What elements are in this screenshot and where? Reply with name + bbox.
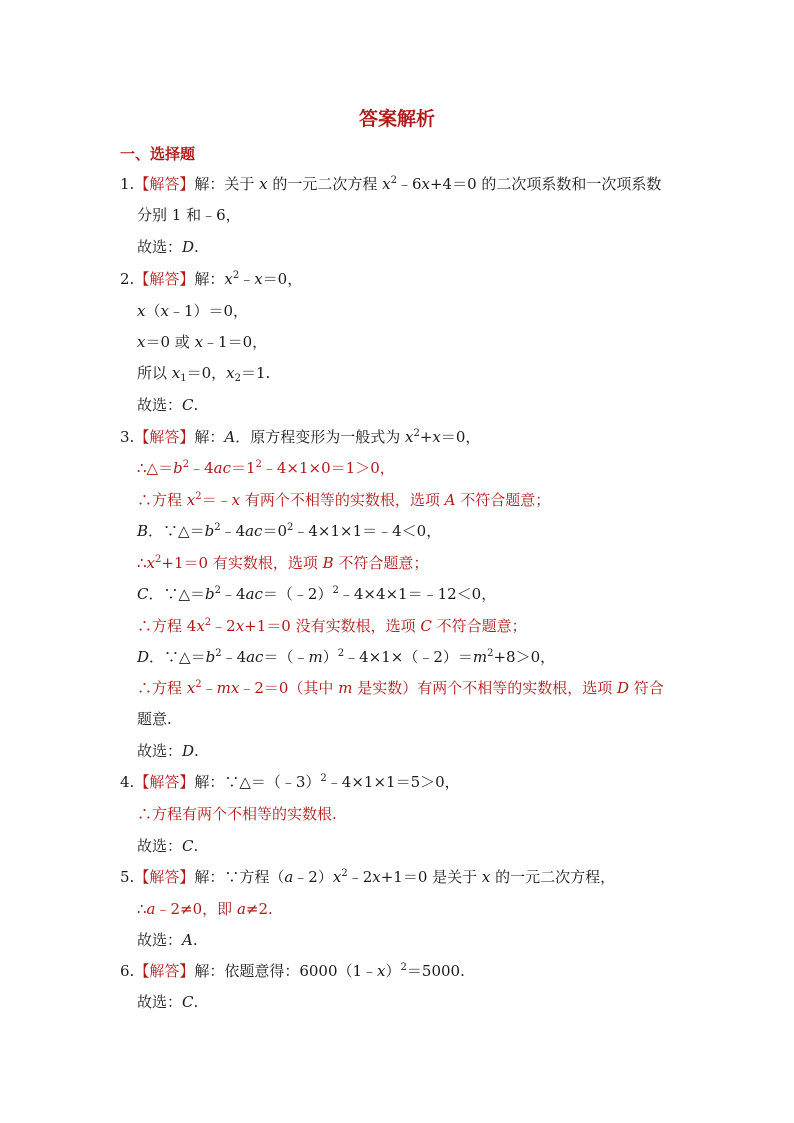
answer-line: $\therefore x^2+1=0$ 有实数根，选项 B 不符合题意； [137, 554, 429, 572]
page-title: 答案解析 [358, 108, 435, 130]
answer-line: D．$\because\triangle=b^2﹣4ac=(﹣m)^2﹣4\times 1\times(﹣2)=m^2+8>0$， [137, 648, 556, 666]
answer-line: 所以 $x_1=0$，$x_2=1$. [137, 364, 271, 384]
answer-line: 故选：C. [137, 837, 199, 855]
answer-line: ∴方程 $x^2﹣mx﹣2=0$（其中 m 是实数）有两个不相等的实数根，选项 D 符合 [137, 679, 664, 697]
answer-line: ∴a﹣2≠0，即 a≠2. [137, 900, 273, 918]
answer-line: ∴方程有两个不相等的实数根. [137, 805, 337, 823]
answer-line: 2.【解答】解：$x^2﹣x=0$， [120, 270, 303, 288]
answer-line: 6.【解答】解：依题意得：6000（1﹣x）$^2$＝5000. [120, 962, 465, 980]
answer-line: 题意. [137, 710, 172, 728]
answer-line: x（x﹣1）＝0， [137, 302, 249, 320]
answer-line: 故选：C. [137, 993, 199, 1011]
answer-line: 分别 1 和﹣6， [137, 206, 241, 224]
answer-line: 故选：C. [137, 396, 199, 414]
section-heading: 一、选择题 [120, 145, 196, 163]
answer-line: 故选：D. [137, 238, 199, 256]
answer-line: 1.【解答】解：关于 x 的一元二次方程 $x^2﹣6x+4=0$ 的二次项系数和一次项系数 [120, 175, 662, 193]
answer-line: $\therefore\triangle=b^2﹣4ac=1^2﹣4\times 1\times 0=1>0$， [137, 459, 395, 477]
answer-line: ∴方程 $4x^2﹣2x+1=0$ 没有实数根，选项 C 不符合题意； [137, 617, 527, 635]
answer-line: 3.【解答】解：A．原方程变形为一般式为 $x^2+x=0$， [120, 428, 481, 446]
answer-line: 5.【解答】解：∵方程$(a﹣2)x^2﹣2x+1=0$ 是关于 x 的一元二次方程， [120, 868, 616, 886]
answer-line: C．$\because\triangle=b^2﹣4ac=(﹣2)^2﹣4\times 4\times 1=﹣12<0$， [137, 585, 497, 603]
answer-line: B．$\because\triangle=b^2﹣4ac=0^2﹣4\times 1\times 1=﹣4<0$， [137, 522, 442, 540]
answer-line: x＝0 或 x﹣1＝0， [137, 333, 268, 351]
answer-line: 故选：D. [137, 742, 199, 760]
answer-line: 4.【解答】解：∵△＝（﹣3）$^2$﹣4×1×1＝5＞0， [120, 773, 460, 791]
answer-line: ∴方程 $x^2=﹣x$ 有两个不相等的实数根，选项 A 不符合题意； [137, 491, 551, 509]
answer-line: 故选：A. [137, 931, 198, 949]
